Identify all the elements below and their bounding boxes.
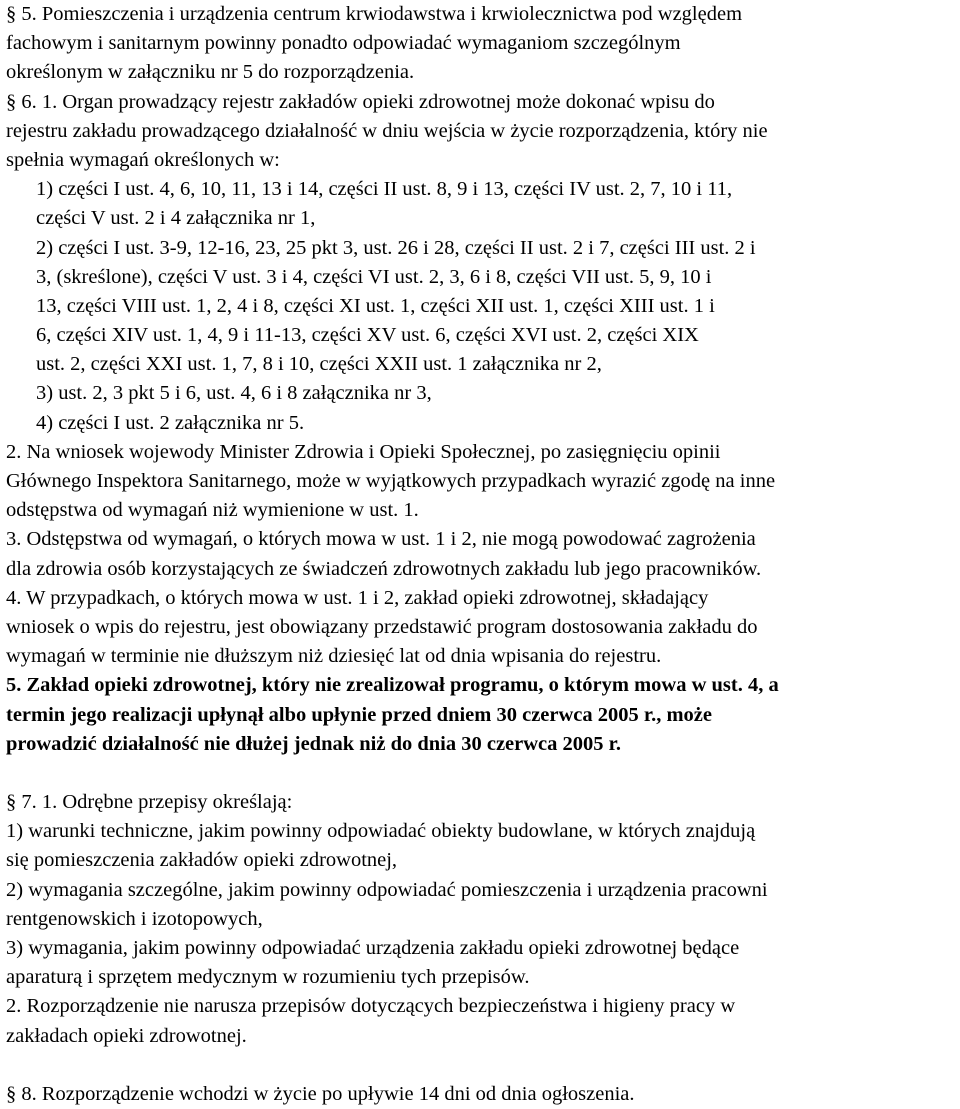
- text-line: 1) warunki techniczne, jakim powinny odpowiadać obiekty budowlane, w których znajdują: [6, 820, 756, 843]
- text-line: § 7. 1. Odrębne przepisy określają:: [6, 791, 293, 814]
- text-line: części V ust. 2 i 4 załącznika nr 1,: [36, 207, 316, 230]
- text-line: 3) wymagania, jakim powinny odpowiadać urządzenia zakładu opieki zdrowotnej będące: [6, 937, 740, 959]
- text-line: zakładach opieki zdrowotnej.: [6, 1024, 247, 1047]
- text-line: § 8. Rozporządzenie wchodzi w życie po upływie 14 dni od dnia ogłoszenia.: [6, 1082, 635, 1105]
- text-line: aparaturą i sprzętem medycznym w rozumieniu tych przepisów.: [6, 966, 530, 989]
- text-line: 13, części VIII ust. 1, 2, 4 i 8, części XI ust. 1, części XII ust. 1, części XIII ust. 1 i: [36, 294, 715, 317]
- text-line: ust. 2, części XXI ust. 1, 7, 8 i 10, części XXII ust. 1 załącznika nr 2,: [36, 353, 602, 376]
- text-line: 3. Odstępstwa od wymagań, o których mowa w ust. 1 i 2, nie mogą powodować zagrożenia: [6, 528, 756, 551]
- blank-line: [6, 759, 960, 788]
- text-line: termin jego realizacji upłynął albo upłynie przed dniem 30 czerwca 2005 r., może: [6, 703, 713, 726]
- text-line: 1) części I ust. 4, 6, 10, 11, 13 i 14, części II ust. 8, 9 i 13, części IV ust. 2, 7, 10 i 11,: [36, 178, 733, 201]
- text-line: 2. Na wniosek wojewody Minister Zdrowia i Opieki Społecznej, po zasięgnięciu opinii: [6, 440, 721, 463]
- text-line: 2. Rozporządzenie nie narusza przepisów dotyczących bezpieczeństwa i higieny pracy w: [6, 995, 736, 1018]
- text-line: § 5. Pomieszczenia i urządzenia centrum krwiodawstwa i krwiolecznictwa pod względem: [6, 3, 743, 25]
- text-line: fachowym i sanitarnym powinny ponadto odpowiadać wymaganiom szczególnym: [6, 32, 681, 55]
- text-line: dla zdrowia osób korzystających ze świadczeń zdrowotnych zakładu lub jego pracowników.: [6, 557, 762, 580]
- text-line: 2) części I ust. 3-9, 12-16, 23, 25 pkt 3, ust. 26 i 28, części II ust. 2 i 7, części III ust. 2 i: [36, 236, 756, 259]
- text-line: odstępstwa od wymagań niż wymienione w ust. 1.: [6, 499, 419, 522]
- text-line: prowadzić działalność nie dłużej jednak niż do dnia 30 czerwca 2005 r.: [6, 732, 621, 755]
- text-line: określonym w załączniku nr 5 do rozporządzenia.: [6, 61, 415, 84]
- text-line: 4) części I ust. 2 załącznika nr 5.: [36, 411, 305, 434]
- text-line: rejestru zakładu prowadzącego działalność w dniu wejścia w życie rozporządzenia, który nie: [6, 119, 768, 142]
- text-line: 6, części XIV ust. 1, 4, 9 i 11-13, części XV ust. 6, części XVI ust. 2, części XIX: [36, 324, 699, 347]
- blank-line: [6, 1051, 960, 1080]
- text-line: 5. Zakład opieki zdrowotnej, który nie zrealizował programu, o którym mowa w ust. 4, a: [6, 674, 779, 697]
- text-line: Głównego Inspektora Sanitarnego, może w wyjątkowych przypadkach wyrazić zgodę na inne: [6, 470, 776, 492]
- text-line: 2) wymagania szczególne, jakim powinny odpowiadać pomieszczenia i urządzenia pracowni: [6, 878, 768, 901]
- text-line: spełnia wymagań określonych w:: [6, 148, 280, 171]
- text-line: wymagań w terminie nie dłuższym niż dziesięć lat od dnia wpisania do rejestru.: [6, 645, 662, 668]
- text-line: rentgenowskich i izotopowych,: [6, 907, 263, 930]
- text-line: 3, (skreślone), części V ust. 3 i 4, części VI ust. 2, 3, 6 i 8, części VII ust. 5, 9, 10 i: [36, 265, 712, 288]
- text-line: § 6. 1. Organ prowadzący rejestr zakładów opieki zdrowotnej może dokonać wpisu do: [6, 90, 715, 113]
- text-line: 4. W przypadkach, o których mowa w ust. 1 i 2, zakład opieki zdrowotnej, składający: [6, 586, 709, 609]
- text-line: 3) ust. 2, 3 pkt 5 i 6, ust. 4, 6 i 8 załącznika nr 3,: [36, 382, 432, 405]
- text-line: się pomieszczenia zakładów opieki zdrowotnej,: [6, 849, 398, 872]
- text-line: wniosek o wpis do rejestru, jest obowiązany przedstawić program dostosowania zakładu do: [6, 615, 758, 638]
